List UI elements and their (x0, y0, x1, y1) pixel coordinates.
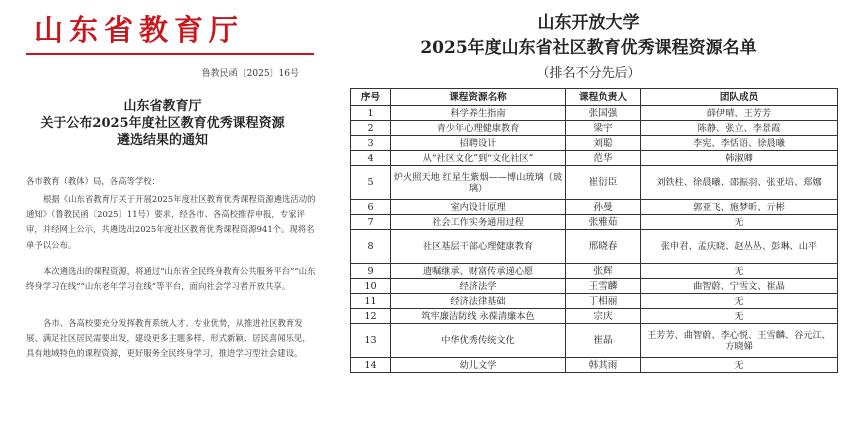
notice-document (0, 0, 325, 427)
cell-course-name: 室内设计原理 (391, 200, 566, 215)
table-row (351, 358, 838, 373)
cell-course-name: 遗嘱继承、财富传承递心愿 (391, 264, 566, 279)
cell-number: 12 (351, 309, 391, 324)
cell-number: 9 (351, 264, 391, 279)
table-header-row (351, 89, 838, 106)
cell-course-lead: 韩其雨 (566, 358, 641, 373)
cell-number: 11 (351, 294, 391, 309)
cell-number: 4 (351, 151, 391, 166)
notice-paragraph-3: 各市、各高校要充分发挥教育系统人才、专业优势，从推进社区教育发展、满足社区居民需要出发，建设更多主题多样、形式新颖、居民喜闻乐见，具有地域特色的课程资源，更好服务全民终身学习，推进学习型社会建设。 (26, 318, 311, 359)
cell-team-members: 薛伊晴、王芳芳 (641, 106, 838, 121)
cell-number: 2 (351, 121, 391, 136)
table-row (351, 121, 838, 136)
cell-team-members: 曲智蔚、宁雪文、崔晶 (641, 279, 838, 294)
notice-banner: 山东省教育厅 (34, 13, 245, 47)
table-row (351, 136, 838, 151)
cell-course-name: 招聘设计 (391, 136, 566, 151)
notice-salutation: 各市教育（教体）局，各高等学校： (26, 176, 160, 186)
cell-team-members: 郭亚飞、施梦昕、亓彬 (641, 200, 838, 215)
cell-course-name: 科学养生指南 (391, 106, 566, 121)
cell-number: 14 (351, 358, 391, 373)
cell-number: 7 (351, 215, 391, 230)
cell-team-members: 刘铁柱、徐晨曦、邵振羽、张亚培、郑娜 (641, 166, 838, 200)
table-row (351, 106, 838, 121)
cell-course-lead: 宗庆 (566, 309, 641, 324)
cell-course-lead: 张国强 (566, 106, 641, 121)
list-ranking-note: （排名不分先后） (536, 66, 641, 81)
cell-team-members: 无 (641, 215, 838, 230)
cell-course-lead: 王雪麟 (566, 279, 641, 294)
table-row (351, 166, 838, 200)
cell-course-lead: 崔晶 (566, 324, 641, 358)
cell-team-members: 韩淑卿 (641, 151, 838, 166)
table-row (351, 230, 838, 264)
cell-course-name: 社区基层干部心理健康教育 (391, 230, 566, 264)
cell-number: 8 (351, 230, 391, 264)
cell-team-members: 无 (641, 358, 838, 373)
cell-course-name: 幼儿文学 (391, 358, 566, 373)
table-row (351, 309, 838, 324)
cell-team-members: 无 (641, 309, 838, 324)
cell-course-name: 经济法学 (391, 279, 566, 294)
cell-course-lead: 崔衍臣 (566, 166, 641, 200)
cell-course-lead: 张辉 (566, 264, 641, 279)
course-list-document (330, 0, 847, 427)
cell-course-name: 从“社区文化”到“文化社区” (391, 151, 566, 166)
table-row (351, 151, 838, 166)
header-course-lead: 课程负责人 (566, 89, 641, 106)
cell-number: 10 (351, 279, 391, 294)
header-course-name: 课程资源名称 (391, 89, 566, 106)
cell-course-name: 炉火照天地 红星生紫烟——博山琉璃（玻璃） (391, 166, 566, 200)
table-row (351, 215, 838, 230)
notice-paragraph-2: 本次遴选出的课程资源，将通过“山东省全民终身教育公共服务平台”“山东终身学习在线”“山东老年学习在线”等平台，面向社会学习者开放共享。 (26, 266, 316, 292)
cell-course-lead: 孙曼 (566, 200, 641, 215)
cell-team-members: 无 (641, 294, 838, 309)
cell-course-lead: 梁宇 (566, 121, 641, 136)
header-team-members: 团队成员 (641, 89, 838, 106)
cell-number: 13 (351, 324, 391, 358)
notice-paragraph-1: 根据《山东省教育厅关于开展2025年度社区教育优秀课程资源遴选活动的通知》（鲁教民函〔2025〕11号）要求，经各市、各高校推荐申报，专家评审，并经网上公示，共遴选出2025年度社区教育优秀课程资源941个。现将名单予以公布。 (26, 194, 316, 250)
cell-course-lead: 刘聪 (566, 136, 641, 151)
cell-course-name: 筑牢廉洁防线 永葆清廉本色 (391, 309, 566, 324)
header-number: 序号 (351, 89, 391, 106)
list-title-university: 山东开放大学 (537, 13, 640, 33)
cell-team-members: 张申君、孟庆晓、赵丛丛、彭琳、山平 (641, 230, 838, 264)
cell-team-members: 李宪、李恬语、徐晨曦 (641, 136, 838, 151)
cell-course-name: 经济法律基础 (391, 294, 566, 309)
table-row (351, 324, 838, 358)
cell-course-name: 青少年心理健康教育 (391, 121, 566, 136)
notice-title-line-2: 关于公布2025年度社区教育优秀课程资源 (40, 116, 285, 131)
cell-course-lead: 丁相丽 (566, 294, 641, 309)
table-row (351, 264, 838, 279)
cell-course-lead: 范华 (566, 151, 641, 166)
list-title-main: 2025年度山东省社区教育优秀课程资源名单 (420, 38, 757, 58)
cell-number: 6 (351, 200, 391, 215)
course-resource-table (350, 88, 838, 373)
cell-number: 1 (351, 106, 391, 121)
cell-team-members: 无 (641, 264, 838, 279)
table-row (351, 200, 838, 215)
cell-course-lead: 张雅茹 (566, 215, 641, 230)
table-row (351, 294, 838, 309)
cell-number: 3 (351, 136, 391, 151)
table-row (351, 279, 838, 294)
red-divider-line (26, 53, 314, 55)
notice-title-line-1: 山东省教育厅 (123, 99, 202, 114)
cell-team-members: 陈静、张立、李景霞 (641, 121, 838, 136)
cell-course-name: 社会工作实务通用过程 (391, 215, 566, 230)
cell-course-lead: 邢晓春 (566, 230, 641, 264)
document-number: 鲁教民函〔2025〕16号 (201, 69, 299, 79)
cell-team-members: 王芳芳、曲智蔚、李心悦、王雪麟、谷元江、方晓娣 (641, 324, 838, 358)
notice-title-line-3: 遴选结果的通知 (116, 133, 208, 148)
cell-course-name: 中华优秀传统文化 (391, 324, 566, 358)
cell-number: 5 (351, 166, 391, 200)
